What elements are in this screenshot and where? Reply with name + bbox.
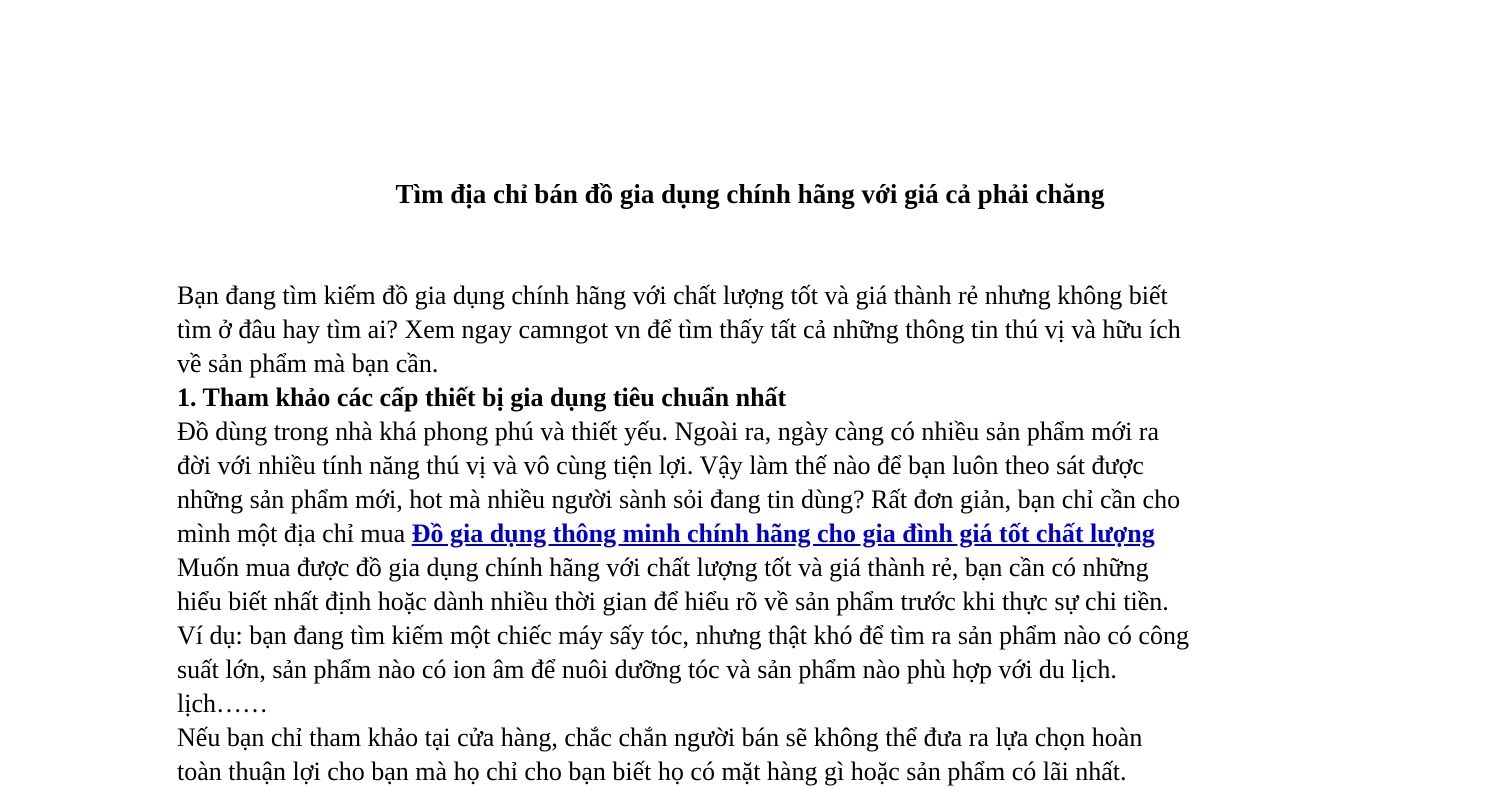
paragraph-2 [177, 551, 1337, 721]
document-title: Tìm địa chỉ bán đồ gia dụng chính hãng với giá cả phải chăng [395, 179, 1105, 209]
text-fragment: mình một địa chỉ mua [177, 519, 412, 548]
text-line: đời với nhiều tính năng thú vị và vô cùng tiện lợi. Vậy làm thế nào để bạn luôn theo sát được [177, 451, 1144, 480]
text-line: hiểu biết nhất định hoặc dành nhiều thời gian để hiểu rõ về sản phẩm trước khi thực sự chi tiền. [177, 587, 1169, 616]
text-line: Ví dụ: bạn đang tìm kiếm một chiếc máy sấy tóc, nhưng thật khó để tìm ra sản phẩm nào có công [177, 621, 1189, 650]
text-line-with-link [177, 517, 1337, 551]
text-line: những sản phẩm mới, hot mà nhiều người sành sỏi đang tin dùng? Rất đơn giản, bạn chỉ cần cho [177, 485, 1181, 514]
text-line: về sản phẩm mà bạn cần. [177, 349, 439, 378]
paragraph-1 [177, 415, 1337, 551]
text-line: Đồ dùng trong nhà khá phong phú và thiết yếu. Ngoài ra, ngày càng có nhiều sản phẩm mới ra [177, 417, 1160, 446]
document-body [177, 279, 1337, 789]
text-line: suất lớn, sản phẩm nào có ion âm để nuôi dưỡng tóc và sản phẩm nào phù hợp với du lịch. [177, 655, 1117, 684]
text-line: toàn thuận lợi cho bạn mà họ chỉ cho bạn biết họ có mặt hàng gì hoặc sản phẩm có lãi nhất. [177, 757, 1127, 786]
text-line: Bạn đang tìm kiếm đồ gia dụng chính hãng với chất lượng tốt và giá thành rẻ nhưng không biết [177, 281, 1168, 310]
text-line: tìm ở đâu hay tìm ai? Xem ngay camngot vn để tìm thấy tất cả những thông tin thú vị và hữu ích [177, 315, 1181, 344]
product-link[interactable]: Đồ gia dụng thông minh chính hãng cho gia đình giá tốt chất lượng [411, 519, 1155, 548]
text-line: Muốn mua được đồ gia dụng chính hãng với chất lượng tốt và giá thành rẻ, bạn cần có những [177, 553, 1149, 582]
paragraph-3 [177, 721, 1337, 789]
section-heading: 1. Tham khảo các cấp thiết bị gia dụng tiêu chuẩn nhất [177, 383, 787, 412]
text-line: Nếu bạn chỉ tham khảo tại cửa hàng, chắc chắn người bán sẽ không thể đưa ra lựa chọn hoàn [177, 723, 1143, 752]
text-line: lịch…… [177, 689, 268, 718]
intro-paragraph [177, 279, 1337, 381]
